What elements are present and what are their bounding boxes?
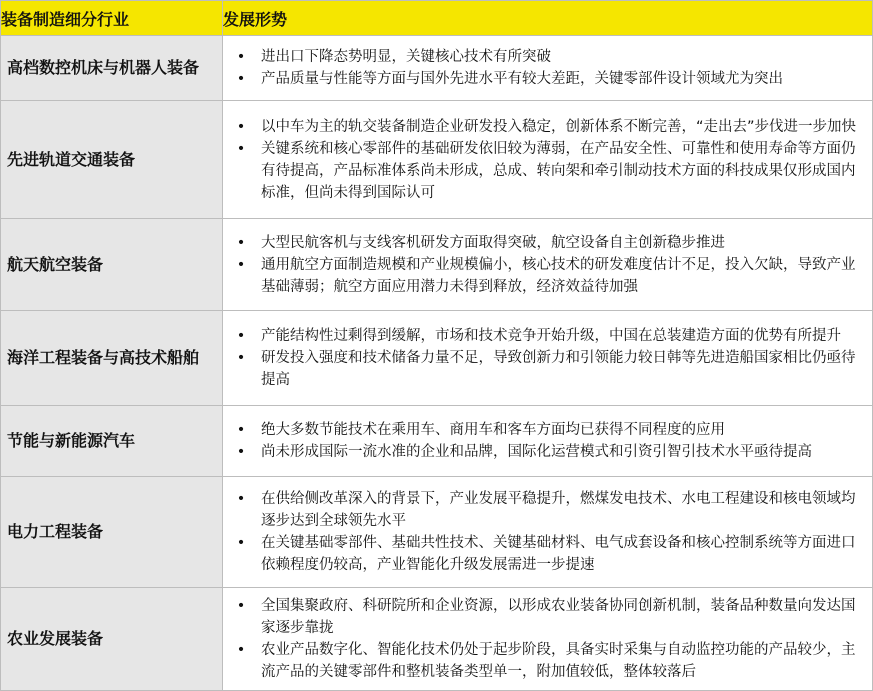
list-item [223,532,868,576]
trend-list [223,46,868,90]
trend-point-text: 产品质量与性能等方面与国外先进水平有较大差距，关键零部件设计领域尤为突出 [261,71,783,87]
sector-name: 农业发展装备 [1,588,223,691]
sector-name: 先进轨道交通装备 [1,101,223,219]
list-item [223,68,868,90]
trend-point-text: 全国集聚政府、科研院所和企业资源，以形成农业装备协同创新机制，装备品种数量向发达国家逐步靠拢 [261,598,856,636]
bullet-icon: • [236,328,246,344]
list-item [223,419,868,441]
trend-list [223,232,868,298]
list-item [223,116,868,138]
trend-list [223,419,868,463]
trend-list [223,595,868,683]
list-item [223,254,868,298]
trend-point-text: 绝大多数节能技术在乘用车、商用车和客车方面均已获得不同程度的应用 [261,422,725,438]
bullet-icon: • [236,71,246,87]
bullet-icon: • [236,444,246,460]
trend-point-text: 农业产品数字化、智能化技术仍处于起步阶段，具备实时采集与自动监控功能的产品较少，主流产品的关键零部件和整机装备类型单一，附加值较低，整体较落后 [261,642,856,680]
trend-point-text: 关键系统和核心零部件的基础研发依旧较为薄弱，在产品安全性、可靠性和使用寿命等方面仍有待提高，产品标准体系尚未形成，总成、转向架和牵引制动技术方面的科技成果仅形成国内标准，但尚未得到国际认可 [261,140,856,201]
trend-list [223,116,868,204]
bullet-icon: • [236,422,246,438]
trend-point-text: 通用航空方面制造规模和产业规模偏小，核心技术的研发难度估计不足，投入欠缺，导致产业基础薄弱；航空方面应用潜力未得到释放，经济效益待加强 [261,256,856,295]
table-header-row [1,1,873,36]
header-trend: 发展形势 [223,1,873,36]
trend-cell [223,406,873,477]
sector-name: 节能与新能源汽车 [1,406,223,477]
list-item [223,325,868,347]
trend-cell [223,219,873,311]
trend-point-text: 尚未形成国际一流水准的企业和品牌，国际化运营模式和引资引智引技术水平亟待提高 [261,444,812,460]
bullet-icon: • [236,350,246,366]
sector-name: 高档数控机床与机器人装备 [1,36,223,101]
list-item [223,46,868,68]
table-row [1,36,873,101]
table-row [1,406,873,477]
trend-point-text: 在供给侧改革深入的背景下，产业发展平稳提升，燃煤发电技术、水电工程建设和核电领域均逐步达到全球领先水平 [261,491,856,529]
trend-cell [223,477,873,588]
table-row [1,477,873,588]
trend-point-text: 以中车为主的轨交装备制造企业研发投入稳定，创新体系不断完善，“走出去”步伐进一步加快 [261,118,857,135]
trend-point-text: 产能结构性过剩得到缓解，市场和技术竞争开始升级，中国在总装建造方面的优势有所提升 [261,328,841,344]
bullet-icon: • [236,256,246,273]
trend-cell [223,36,873,101]
list-item [223,347,868,391]
list-item [223,138,868,204]
bullet-icon: • [236,598,246,614]
bullet-icon: • [236,49,246,65]
bullet-icon: • [236,535,246,551]
table-row [1,311,873,406]
bullet-icon: • [236,118,246,135]
table-row [1,101,873,219]
header-sector: 装备制造细分行业 [1,1,223,36]
sector-name: 航天航空装备 [1,219,223,311]
trend-cell [223,588,873,691]
list-item [223,232,868,254]
sector-name: 电力工程装备 [1,477,223,588]
trend-list [223,325,868,391]
table-row [1,588,873,691]
list-item [223,488,868,532]
list-item [223,595,868,639]
list-item [223,639,868,683]
bullet-icon: • [236,140,246,157]
list-item [223,441,868,463]
trend-cell [223,311,873,406]
trend-point-text: 研发投入强度和技术储备力量不足，导致创新力和引领能力较日韩等先进造船国家相比仍亟待提高 [261,350,856,388]
bullet-icon: • [236,234,246,251]
bullet-icon: • [236,642,246,658]
table-row [1,219,873,311]
table-body [1,36,873,691]
sector-name: 海洋工程装备与高技术船舶 [1,311,223,406]
trend-cell [223,101,873,219]
trend-point-text: 在关键基础零部件、基础共性技术、关键基础材料、电气成套设备和核心控制系统等方面进口依赖程度仍较高，产业智能化升级发展需进一步提速 [261,535,856,573]
bullet-icon: • [236,491,246,507]
trend-list [223,488,868,576]
trend-point-text: 进出口下降态势明显，关键核心技术有所突破 [261,49,551,65]
trend-point-text: 大型民航客机与支线客机研发方面取得突破，航空设备自主创新稳步推进 [261,234,725,251]
